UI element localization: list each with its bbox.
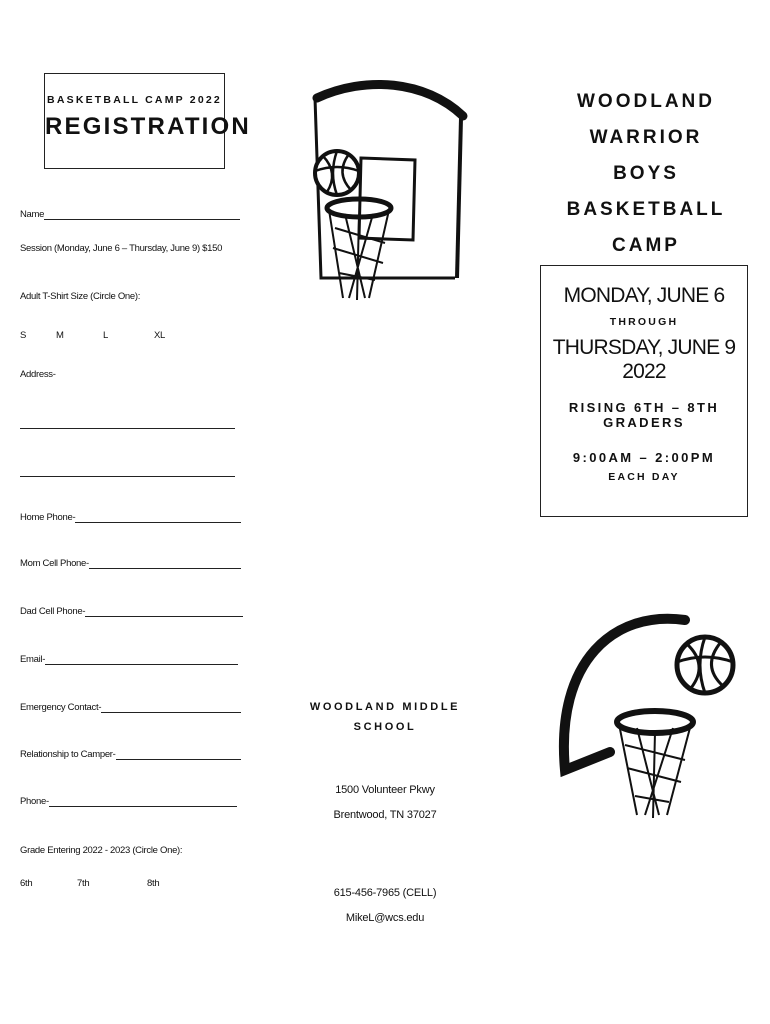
registration-header-box	[44, 73, 251, 169]
name-line[interactable]	[44, 209, 240, 220]
dad-cell-field[interactable]	[20, 606, 243, 617]
school-city: Brentwood, TN 37027	[333, 809, 437, 821]
shirt-size-label: Adult T-Shirt Size (Circle One):	[20, 291, 141, 302]
shirt-size-option[interactable]: S	[20, 330, 27, 341]
school-street: 1500 Volunteer Pkwy	[335, 784, 435, 796]
mom-cell-line[interactable]	[89, 558, 241, 569]
address-label: Address-	[20, 369, 56, 380]
name-field[interactable]	[20, 209, 240, 220]
dad-cell-label: Dad Cell Phone-	[20, 606, 86, 617]
mom-cell-label: Mom Cell Phone-	[20, 558, 89, 569]
contact-phone: 615-456-7965 (CELL)	[333, 887, 437, 899]
shirt-size-option[interactable]: L	[103, 330, 108, 341]
session-label: Session (Monday, June 6 – Thursday, June 9) $150	[20, 243, 223, 254]
grade-label: Grade Entering 2022 - 2023 (Circle One):	[20, 845, 183, 856]
camp-title-line-3: CAMP	[612, 235, 680, 256]
emergency-contact-label: Emergency Contact-	[20, 702, 102, 713]
grade-option[interactable]: 7th	[77, 878, 90, 889]
camp-year: 2022	[622, 360, 666, 383]
phone-label: Phone-	[20, 796, 49, 807]
home-phone-field[interactable]	[20, 512, 241, 523]
home-phone-label: Home Phone-	[20, 512, 76, 523]
start-date: MONDAY, JUNE 6	[563, 284, 725, 307]
through-label: THROUGH	[609, 316, 679, 328]
grade-text	[20, 845, 182, 856]
phone-line[interactable]	[49, 796, 237, 807]
address-line-1[interactable]	[20, 428, 235, 429]
registration-subtitle: BASKETBALL CAMP 2022	[47, 94, 222, 106]
end-date: THURSDAY, JUNE 9	[552, 336, 736, 359]
relationship-line[interactable]	[116, 749, 241, 760]
name-label: Name	[20, 209, 45, 220]
camp-hours: 9:00AM – 2:00PM	[572, 450, 716, 465]
camp-grades: RISING 6TH – 8TH GRADERS	[568, 400, 720, 430]
grade-options	[20, 878, 159, 889]
basketball-hoop-icon	[305, 68, 470, 318]
dad-cell-line[interactable]	[85, 606, 243, 617]
emergency-contact-line[interactable]	[101, 702, 241, 713]
each-day-label: EACH DAY	[608, 471, 680, 483]
school-name-line-2: SCHOOL	[353, 721, 417, 733]
session-text	[20, 243, 222, 254]
phone-field[interactable]	[20, 796, 237, 807]
relationship-field[interactable]	[20, 749, 241, 760]
shirt-size-option[interactable]: M	[56, 330, 64, 341]
school-name-line-1: WOODLAND MIDDLE	[309, 701, 461, 713]
camp-dates-box	[540, 265, 748, 517]
shirt-size-option[interactable]: XL	[154, 330, 166, 341]
shirt-size-options	[20, 330, 165, 341]
mom-cell-field[interactable]	[20, 558, 241, 569]
home-phone-line[interactable]	[75, 512, 241, 523]
school-name	[305, 697, 465, 737]
registration-title: REGISTRATION	[45, 113, 251, 140]
relationship-label: Relationship to Camper-	[20, 749, 116, 760]
email-label: Email-	[20, 654, 46, 665]
address-line-2[interactable]	[20, 476, 235, 477]
emergency-contact-field[interactable]	[20, 702, 241, 713]
email-line[interactable]	[45, 654, 238, 665]
contact-email[interactable]: MikeL@wcs.edu	[345, 912, 425, 924]
camp-title	[534, 84, 758, 264]
camp-title-line-2: BOYS BASKETBALL	[566, 163, 726, 220]
camp-title-line-1: WOODLAND WARRIOR	[577, 91, 715, 148]
basketball-hoop-icon	[555, 600, 740, 825]
grade-option[interactable]: 6th	[20, 878, 33, 889]
grade-option[interactable]: 8th	[147, 878, 160, 889]
address-text	[20, 369, 56, 380]
shirt-size-text	[20, 291, 140, 302]
email-field[interactable]	[20, 654, 238, 665]
